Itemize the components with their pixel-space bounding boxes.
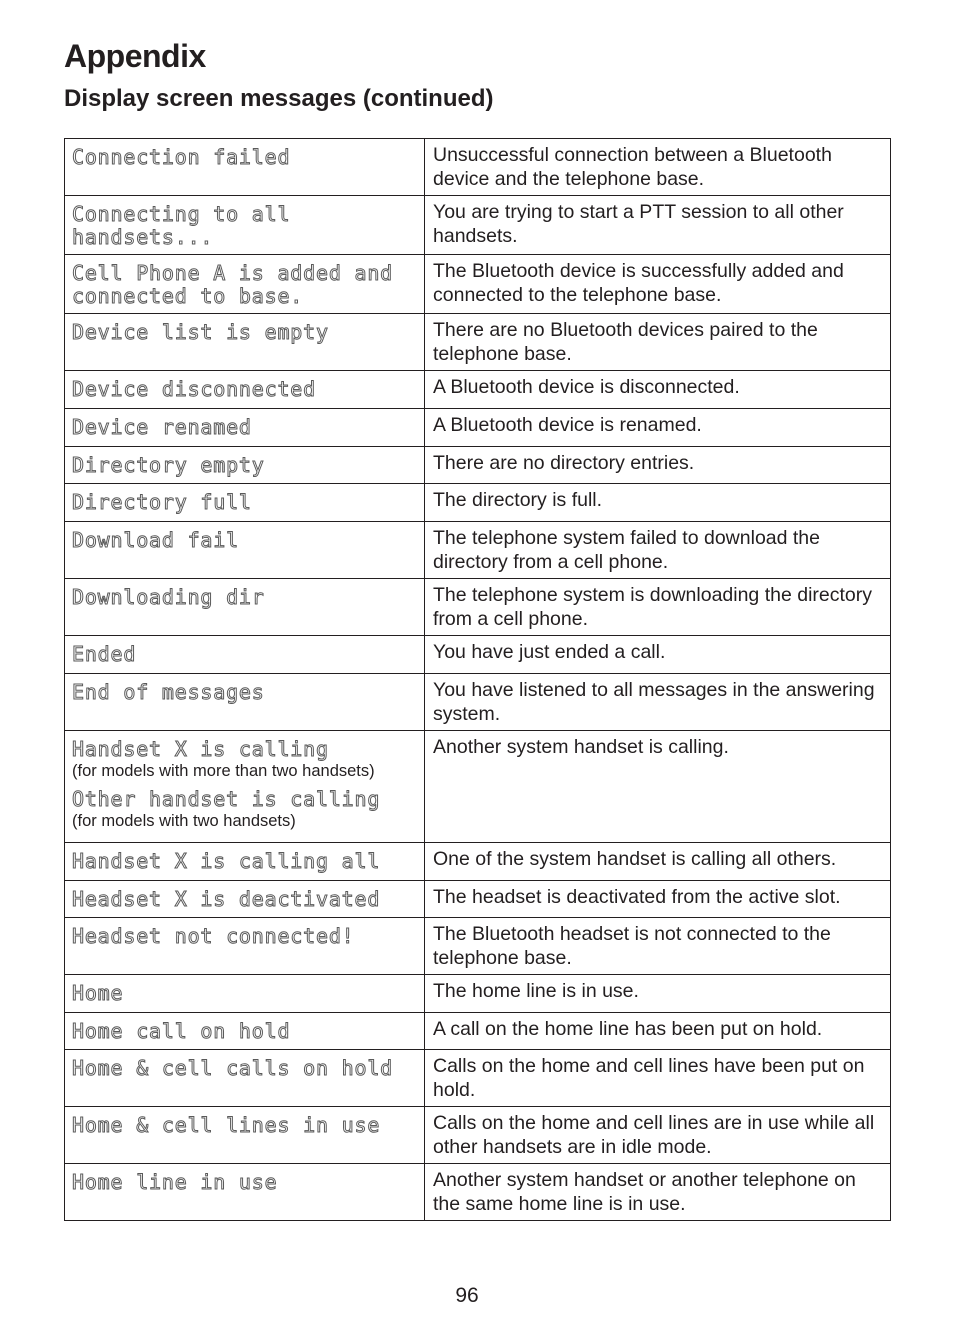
screen-message: Home & cell lines in use	[72, 1113, 381, 1137]
table-row	[65, 674, 891, 731]
display-messages-table	[64, 138, 891, 1221]
screen-message-cell	[65, 255, 425, 314]
screen-message: Home call on hold	[72, 1019, 291, 1043]
screen-message: Connecting to all handsets...	[72, 202, 304, 249]
screen-message: Home	[72, 981, 124, 1005]
screen-message: Download fail	[72, 528, 239, 552]
table-row	[65, 1050, 891, 1107]
screen-message-cell	[65, 1164, 425, 1221]
table-row	[65, 196, 891, 255]
screen-message-cell	[65, 522, 425, 579]
screen-message-cell	[65, 1013, 425, 1050]
message-description: There are no Bluetooth devices paired to the telephone base.	[425, 314, 891, 371]
table-row	[65, 1013, 891, 1050]
message-description: The telephone system is downloading the directory from a cell phone.	[425, 579, 891, 636]
message-description: Another system handset or another telephone on the same home line is in use.	[425, 1164, 891, 1221]
screen-message: Handset X is calling all	[72, 849, 381, 873]
screen-message: Ended	[72, 642, 137, 666]
table-row	[65, 975, 891, 1013]
table-row	[65, 843, 891, 881]
screen-message-cell	[65, 484, 425, 522]
screen-message-cell	[65, 371, 425, 409]
screen-message: Directory empty	[72, 453, 265, 477]
table-row	[65, 371, 891, 409]
message-description: A Bluetooth device is renamed.	[425, 409, 891, 447]
model-note: (for models with more than two handsets)	[72, 762, 375, 780]
screen-message-cell	[65, 636, 425, 674]
table-row	[65, 881, 891, 918]
table-row	[65, 636, 891, 674]
screen-message: Device disconnected	[72, 377, 316, 401]
message-description: Another system handset is calling.	[425, 731, 891, 843]
screen-message: Connection failed	[72, 145, 291, 169]
message-description: The headset is deactivated from the active slot.	[425, 881, 891, 918]
message-description: The telephone system failed to download the directory from a cell phone.	[425, 522, 891, 579]
message-description: The home line is in use.	[425, 975, 891, 1013]
screen-message-cell	[65, 881, 425, 918]
message-description: The Bluetooth device is successfully added and connected to the telephone base.	[425, 255, 891, 314]
message-description: You have just ended a call.	[425, 636, 891, 674]
message-description: One of the system handset is calling all others.	[425, 843, 891, 881]
screen-message-cell	[65, 843, 425, 881]
screen-message: Headset not connected!	[72, 924, 355, 948]
screen-message-cell	[65, 1107, 425, 1164]
message-description: You are trying to start a PTT session to all other handsets.	[425, 196, 891, 255]
screen-message: Cell Phone A is added and connected to base.	[72, 261, 406, 308]
screen-message-cell	[65, 314, 425, 371]
screen-message-cell	[65, 918, 425, 975]
screen-message-cell	[65, 579, 425, 636]
table-row	[65, 255, 891, 314]
screen-message: Handset X is calling	[72, 737, 329, 761]
table-row	[65, 1107, 891, 1164]
screen-message: Home line in use	[72, 1170, 278, 1194]
table-row	[65, 447, 891, 484]
screen-message: Headset X is deactivated	[72, 887, 381, 911]
table-row	[65, 522, 891, 579]
message-description: Calls on the home and cell lines have been put on hold.	[425, 1050, 891, 1107]
table-row	[65, 1164, 891, 1221]
table-row	[65, 314, 891, 371]
screen-message-cell	[65, 975, 425, 1013]
screen-message: Device list is empty	[72, 320, 329, 344]
screen-message: End of messages	[72, 680, 265, 704]
screen-message-alt: Other handset is calling	[72, 787, 381, 811]
table-row	[65, 139, 891, 196]
message-description: Calls on the home and cell lines are in use while all other handsets are in idle mode.	[425, 1107, 891, 1164]
screen-message: Directory full	[72, 490, 252, 514]
table-row	[65, 918, 891, 975]
page-title: Appendix	[64, 38, 206, 74]
message-description: A call on the home line has been put on hold.	[425, 1013, 891, 1050]
model-note: (for models with two handsets)	[72, 812, 296, 830]
table-row	[65, 484, 891, 522]
message-description: A Bluetooth device is disconnected.	[425, 371, 891, 409]
screen-message: Device renamed	[72, 415, 252, 439]
table-row	[65, 731, 891, 843]
message-description: You have listened to all messages in the answering system.	[425, 674, 891, 731]
message-description: Unsuccessful connection between a Bluetooth device and the telephone base.	[425, 139, 891, 196]
message-description: The Bluetooth headset is not connected to the telephone base.	[425, 918, 891, 975]
screen-message: Downloading dir	[72, 585, 265, 609]
screen-message-cell	[65, 674, 425, 731]
screen-message-cell	[65, 447, 425, 484]
message-description: There are no directory entries.	[425, 447, 891, 484]
table-row	[65, 579, 891, 636]
table-row	[65, 409, 891, 447]
screen-message-cell	[65, 139, 425, 196]
section-subtitle: Display screen messages (continued)	[64, 85, 494, 112]
screen-message: Home & cell calls on hold	[72, 1056, 394, 1080]
screen-message-cell	[65, 196, 425, 255]
screen-message-cell	[65, 409, 425, 447]
screen-message-cell	[65, 1050, 425, 1107]
message-description: The directory is full.	[425, 484, 891, 522]
page-number: 96	[455, 1284, 479, 1307]
screen-message-cell	[65, 731, 425, 843]
